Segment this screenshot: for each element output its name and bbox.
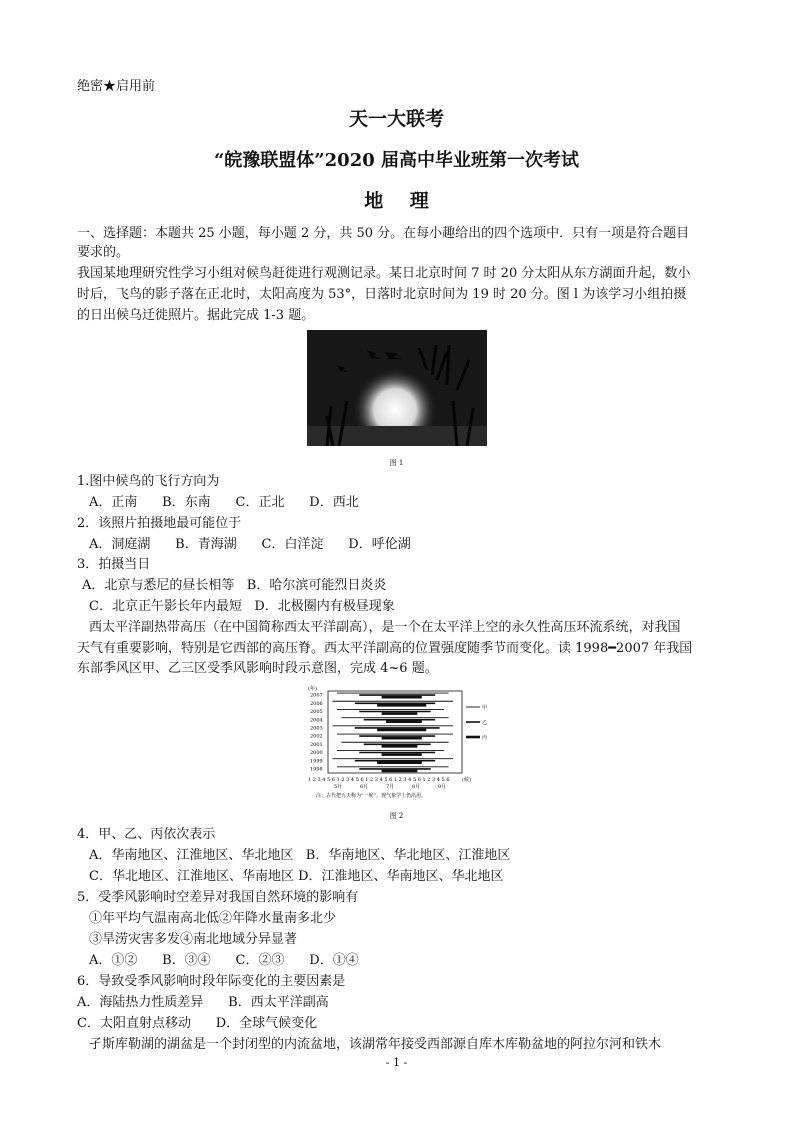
- chart-ylabel: (年): [308, 686, 317, 692]
- passage3-line: 孑斯库勒湖的湖盆是一个封闭型的内流盆地，该湖常年接受西部源自库木库勒盆地的阿拉尔河和铁木: [89, 1037, 662, 1052]
- exam-subtitle: “皖豫联盟体”2020 届高中毕业班第一次考试: [213, 150, 580, 171]
- month-label: 7月: [386, 784, 395, 790]
- q5-statement: ③旱涝灾害多发④南北地域分异显著: [89, 932, 298, 947]
- monsoon-chart-svg: [306, 683, 496, 808]
- passage2-line: 西太平洋副热带高压（在中国简称西太平洋副高），是一个在太平洋上空的永久性高压环流系统，对我国: [89, 620, 681, 635]
- monsoon-chart: [306, 683, 496, 808]
- chart-x-unit: (候): [462, 777, 471, 783]
- q2-stem: 2．该照片拍摄地最可能位于: [77, 516, 242, 531]
- year-tick-label: 2000: [310, 750, 323, 757]
- year-tick-label: 2004: [310, 717, 323, 724]
- year-tick-label: 2006: [310, 700, 323, 707]
- chart-x-ticks: 1 2 3 4 5 6 1 2 3 4 5 6 1 2 3 4 5 6 1 2 3 4 5 6 1 2 3 4 5 6: [308, 777, 450, 783]
- bird-migration-photo: [307, 330, 487, 446]
- chart-note: 注：古代把五天称为“一候”，现气象学上仍沿用。: [316, 793, 427, 799]
- q5-options: A．①② B．③④ C．②③ D．①④: [89, 953, 359, 968]
- q3-options: C．北京正午影长年内最短 D．北极圈内有极昼现象: [89, 599, 395, 614]
- year-tick-label: 2002: [310, 733, 323, 740]
- q4-options: A．华南地区、江淮地区、华北地区 B．华南地区、华北地区、江淮地区: [89, 848, 511, 863]
- figure1-caption: 图 1: [389, 459, 404, 467]
- sunrise-birds-image: [307, 330, 487, 446]
- q5-stem: 5．受季风影响时空差异对我国自然环境的影响有: [77, 890, 359, 905]
- passage1-line: 时后，飞鸟的影子落在正北时，太阳高度为 53°，日落时北京时间为 19 时 20 分。图 l 为该学习小组拍摄: [77, 287, 687, 302]
- section-heading-cont: 要求的。: [77, 245, 130, 260]
- q3-options: A．北京与悉尼的昼长相等 B．哈尔滨可能烈日炎炎: [82, 578, 387, 593]
- legend-label: 丙: [482, 735, 488, 741]
- subject-title: 地 理: [364, 190, 429, 212]
- q4-options: C．华北地区、江淮地区、华南地区 D．江淮地区、华南地区、华北地区: [89, 869, 504, 884]
- month-label: 8月: [412, 784, 421, 790]
- year-tick-label: 2003: [310, 725, 323, 732]
- q5-statement: ①年平均气温南高北低②年降水量南多北少: [89, 911, 337, 926]
- passage1-line: 的日出候乌迁徙照片。据此完成 1-3 题。: [77, 308, 315, 323]
- q4-stem: 4．甲、乙、丙依次表示: [77, 827, 216, 842]
- exam-title: 天一大联考: [348, 108, 444, 130]
- year-tick-label: 1998: [310, 766, 323, 773]
- year-tick-label: 2005: [310, 709, 323, 716]
- year-tick-label: 1999: [310, 758, 323, 765]
- month-label: 5月: [334, 784, 343, 790]
- q1-stem: 1.图中候鸟的飞行方向为: [77, 474, 220, 489]
- figure2-caption: 图 2: [389, 812, 404, 820]
- secret-mark: 绝密★启用前: [77, 79, 156, 94]
- section-heading: 一、选择题：本题共 25 小题，每小题 2 分，共 50 分。在每小趣给出的四个选项中．只有一项是符合题目: [77, 226, 690, 241]
- q6-options: C．太阳直射点移动 D．全球气候变化: [77, 1016, 318, 1031]
- q1-options: A．正南 B．东南 C．正北 D．西北: [89, 495, 359, 510]
- q6-stem: 6．导致受季风影响时段年际变化的主要因素是: [77, 974, 346, 989]
- page-number: - 1 -: [385, 1056, 408, 1069]
- month-label: 9月: [438, 784, 447, 790]
- passage2-line: 东部季风区甲、乙三区受季风影响时段示意图，完成 4~6 题。: [77, 661, 438, 676]
- year-tick-label: 2007: [310, 692, 323, 699]
- q3-stem: 3．拍摄当日: [77, 557, 151, 572]
- legend-label: 甲: [482, 705, 488, 711]
- q2-options: A．洞庭湖 B．青海湖 C．白洋淀 D．呼伦湖: [89, 537, 411, 552]
- year-tick-label: 2001: [310, 741, 323, 748]
- passage1-line: 我国某地理研究性学习小组对候鸟赶徙进行观测记录。某日北京时间 7 时 20 分太阳从东方湖面升起，数小: [77, 266, 691, 281]
- legend-label: 乙: [482, 720, 488, 726]
- passage2-line: 天气有重要影响，特别是它西部的高压脊。西太平洋副高的位置强度随季节而变化。读 1998━2007 年我国: [77, 641, 693, 656]
- q6-options: A．海陆热力性质差异 B．西太平洋副高: [77, 995, 329, 1010]
- month-label: 6月: [360, 784, 369, 790]
